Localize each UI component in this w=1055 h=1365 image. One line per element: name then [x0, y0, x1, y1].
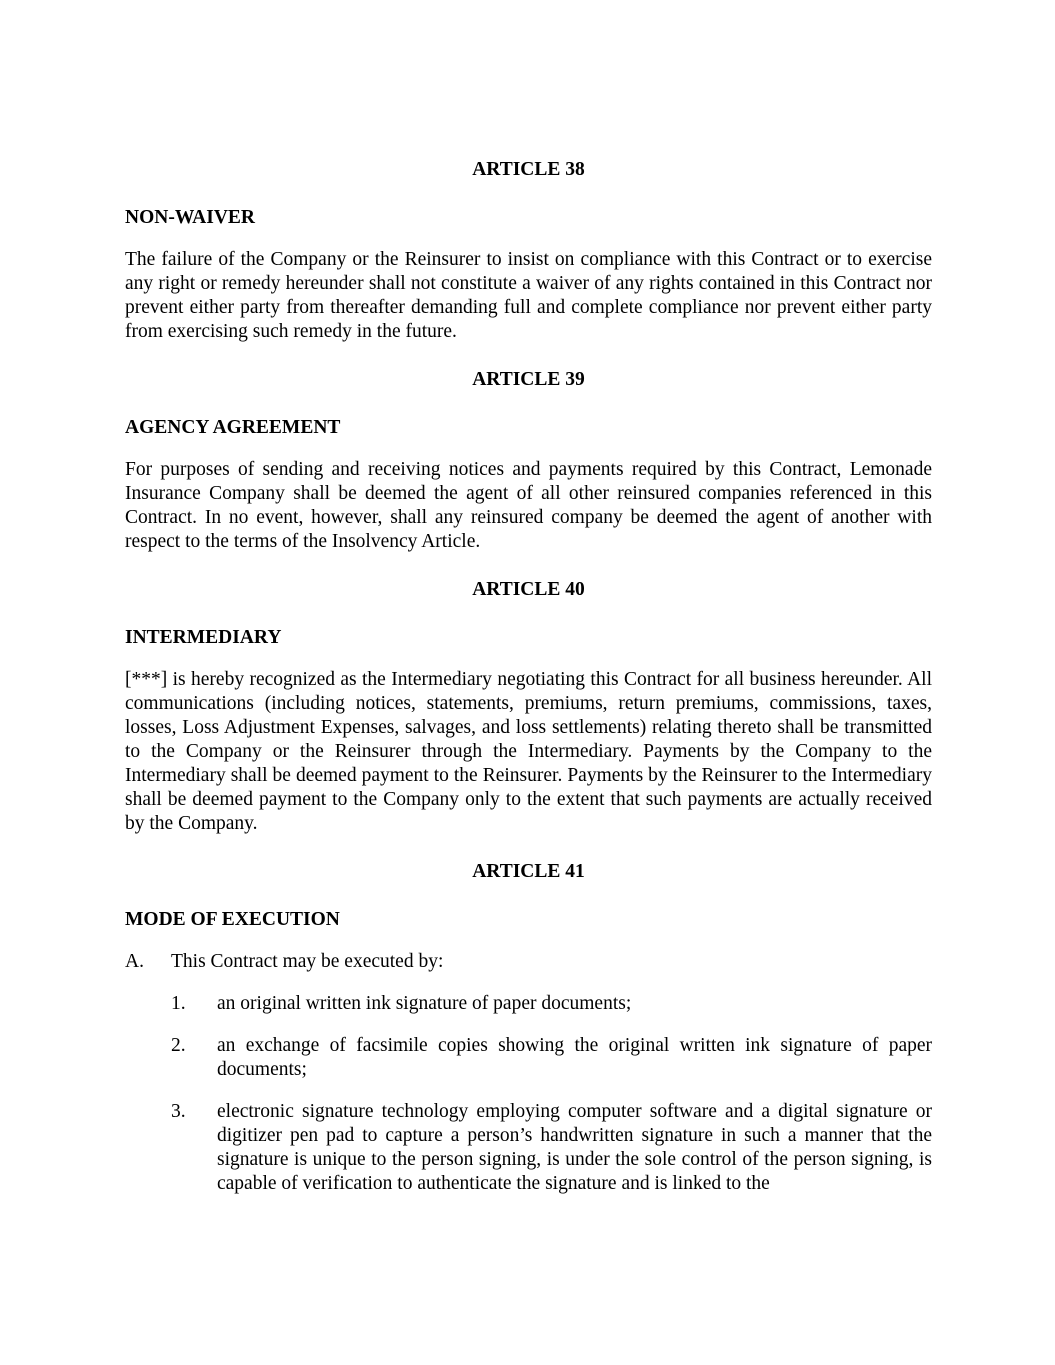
- article-number: ARTICLE 38: [472, 159, 585, 180]
- article-number: ARTICLE 41: [472, 861, 585, 882]
- list-item-a: [125, 950, 932, 974]
- article-title: NON-WAIVER: [125, 207, 256, 228]
- article-title: INTERMEDIARY: [125, 627, 282, 648]
- subitem-number: 2.: [171, 1035, 186, 1056]
- subitem-text: electronic signature technology employing computer software and a digital signature or digitizer pen pad to capture a person’s handwritten signature in such a manner that the signature is unique to the person signing, is under the sole control of the person signing, is capable of verification to authenticate the signature and is linked to the: [217, 1101, 932, 1194]
- article-39: [125, 368, 932, 554]
- list-text: This Contract may be executed by:: [171, 951, 444, 972]
- list-subitem-1: [171, 992, 932, 1016]
- article-41: [125, 860, 932, 1196]
- subitem-number: 1.: [171, 993, 186, 1014]
- subitem-text: an original written ink signature of paper documents;: [217, 993, 632, 1014]
- subitem-number: 3.: [171, 1101, 186, 1122]
- article-number: ARTICLE 40: [472, 579, 585, 600]
- subitem-text: an exchange of facsimile copies showing the original written ink signature of paper documents;: [217, 1035, 932, 1080]
- article-40: [125, 578, 932, 836]
- article-body: For purposes of sending and receiving notices and payments required by this Contract, Lemonade Insurance Company shall be deemed the agent of all other reinsured companies referenced in this Contract. In no event, however, shall any reinsured company be deemed the agent of another with respect to the terms of the Insolvency Article.: [125, 459, 932, 552]
- article-title: MODE OF EXECUTION: [125, 909, 340, 930]
- article-title: AGENCY AGREEMENT: [125, 417, 341, 438]
- article-body: [***] is hereby recognized as the Intermediary negotiating this Contract for all business hereunder. All communications (including notices, statements, premiums, return premiums, commissions, taxes, losses, Loss Adjustment Expenses, salvages, and loss settlements) relating thereto shall be transmitted to the Company or the Reinsurer through the Intermediary. Payments by the Company to the Intermediary shall be deemed payment to the Reinsurer. Payments by the Reinsurer to the Intermediary shall be deemed payment to the Company only to the extent that such payments are actually received by the Company.: [125, 669, 932, 834]
- article-number: ARTICLE 39: [472, 369, 585, 390]
- document-content: [125, 158, 932, 1196]
- list-marker: A.: [125, 951, 144, 972]
- list-subitem-3: [171, 1100, 932, 1196]
- list-subitem-2: [171, 1034, 932, 1082]
- article-38: [125, 158, 932, 344]
- article-body: The failure of the Company or the Reinsurer to insist on compliance with this Contract or to exercise any right or remedy hereunder shall not constitute a waiver of any rights contained in this Contract nor prevent either party from thereafter demanding full and complete compliance nor prevent either party from exercising such remedy in the future.: [125, 249, 932, 342]
